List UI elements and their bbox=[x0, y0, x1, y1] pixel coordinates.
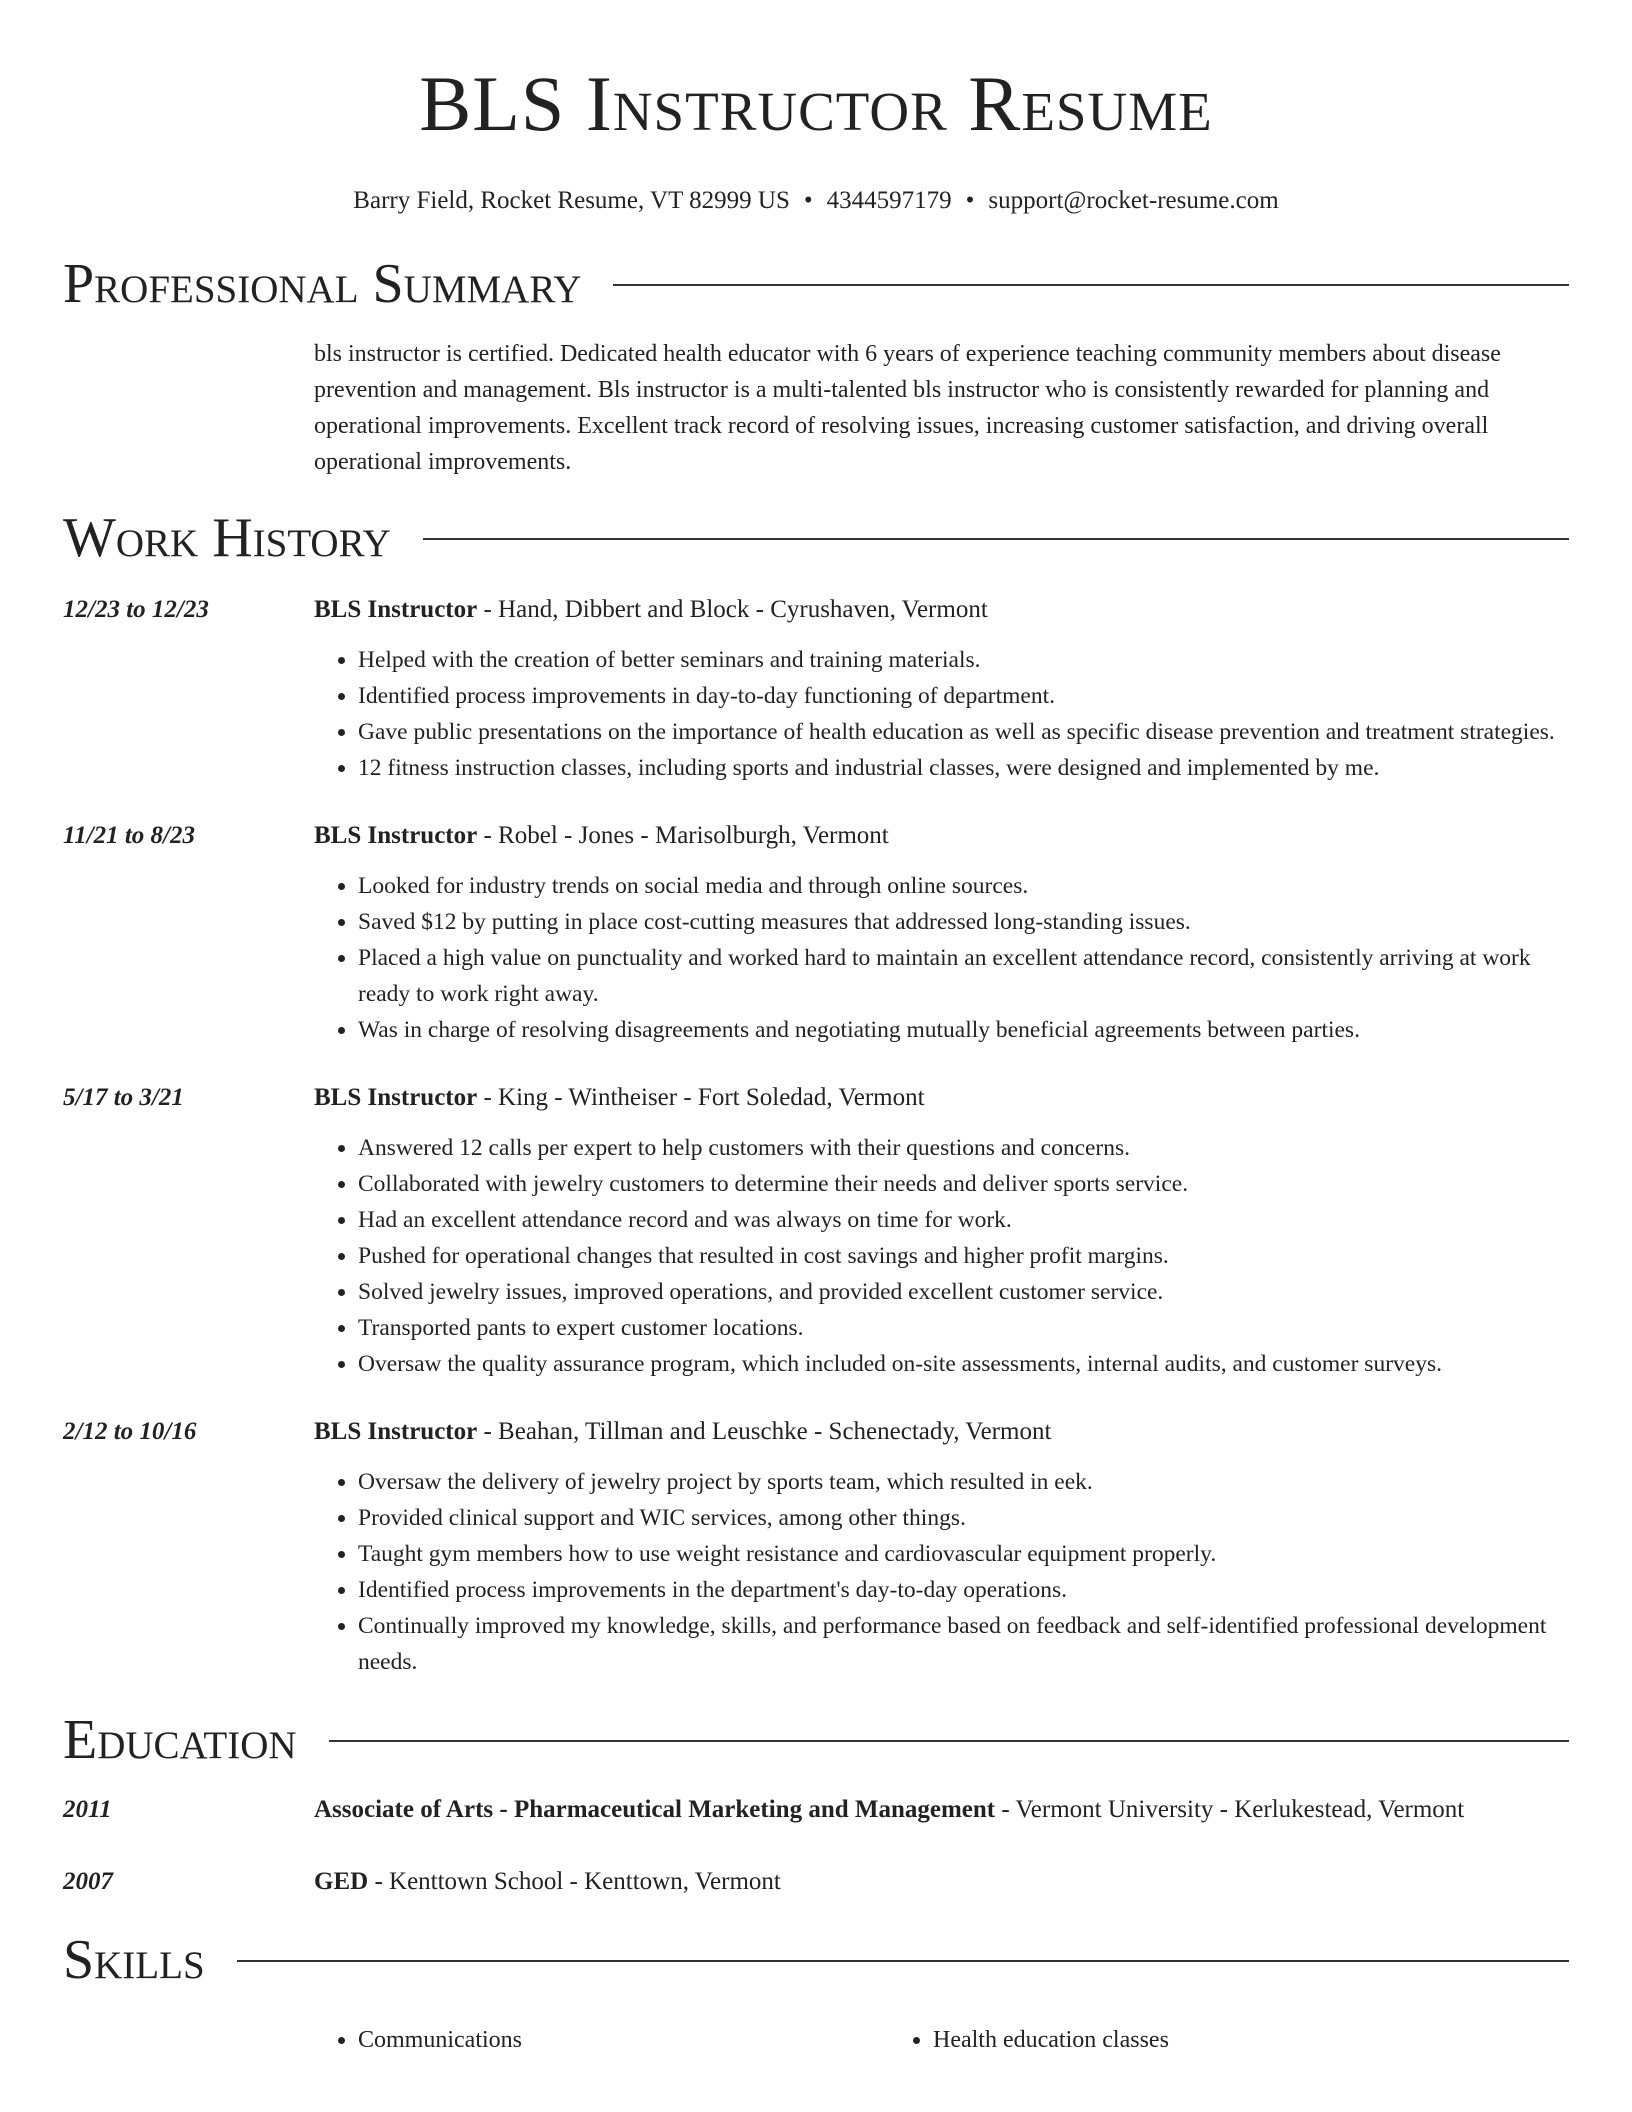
contact-email: support@rocket-resume.com bbox=[988, 187, 1279, 214]
list-item: • Identified process improvements in day-to-day functioning of department. bbox=[358, 678, 1569, 714]
job-body bbox=[314, 592, 1569, 786]
education-degree: Associate of Arts - Pharmaceutical Marketing and Management bbox=[314, 1796, 996, 1823]
job-date: 11/21 to 8/23 bbox=[63, 822, 195, 849]
job-body bbox=[314, 1414, 1569, 1680]
job-title: BLS Instructor bbox=[314, 1418, 478, 1445]
education-heading: Education bbox=[63, 1709, 297, 1771]
job-heading bbox=[314, 1080, 1569, 1116]
list-item: • Saved $12 by putting in place cost-cutting measures that addressed long-standing issues. bbox=[358, 904, 1569, 940]
list-item: • Gave public presentations on the importance of health education as well as specific disease prevention and treatment strategies. bbox=[358, 714, 1569, 750]
summary-heading: Professional Summary bbox=[63, 253, 582, 315]
list-item: • Had an excellent attendance record and was always on time for work. bbox=[358, 1202, 1569, 1238]
list-item: • Was in charge of resolving disagreements and negotiating mutually beneficial agreements between parties. bbox=[358, 1012, 1569, 1048]
education-heading-line bbox=[314, 1864, 1569, 1900]
list-item: • 12 fitness instruction classes, including sports and industrial classes, were designed and implemented by me. bbox=[358, 750, 1569, 786]
job-entry bbox=[63, 592, 1569, 786]
contact-separator: • bbox=[803, 187, 813, 214]
job-title: BLS Instructor bbox=[314, 822, 478, 849]
skill-item: • Health education classes bbox=[933, 2022, 1464, 2058]
work-heading: Work History bbox=[63, 507, 391, 569]
contact-phone: 4344597179 bbox=[826, 187, 952, 214]
list-item: • Oversaw the quality assurance program, which included on-site assessments, internal audits, and customer surveys. bbox=[358, 1346, 1569, 1382]
job-bullets bbox=[314, 1130, 1569, 1382]
list-item: • Transported pants to expert customer locations. bbox=[358, 1310, 1569, 1346]
education-body bbox=[314, 1792, 1569, 1828]
job-details: - King - Wintheiser - Fort Soledad, Vermont bbox=[477, 1084, 925, 1111]
list-item: • Provided clinical support and WIC services, among other things. bbox=[358, 1500, 1569, 1536]
list-item: • Helped with the creation of better seminars and training materials. bbox=[358, 642, 1569, 678]
job-bullets bbox=[314, 868, 1569, 1048]
education-degree: GED bbox=[314, 1868, 369, 1895]
work-section-header bbox=[63, 506, 1569, 570]
job-bullets bbox=[314, 642, 1569, 786]
section-divider bbox=[423, 538, 1569, 540]
skills-list bbox=[314, 2022, 1569, 2058]
section-divider bbox=[237, 1960, 1569, 1962]
job-body bbox=[314, 818, 1569, 1048]
contact-address: Barry Field, Rocket Resume, VT 82999 US bbox=[353, 187, 790, 214]
list-item: • Answered 12 calls per expert to help customers with their questions and concerns. bbox=[358, 1130, 1569, 1166]
resume-title: BLS Instructor Resume bbox=[419, 60, 1213, 147]
job-title: BLS Instructor bbox=[314, 1084, 478, 1111]
education-body bbox=[314, 1864, 1569, 1900]
job-date: 2/12 to 10/16 bbox=[63, 1418, 197, 1445]
education-year: 2011 bbox=[63, 1796, 112, 1823]
list-item: • Identified process improvements in the department's day-to-day operations. bbox=[358, 1572, 1569, 1608]
skills-column-2 bbox=[889, 2022, 1464, 2058]
section-divider bbox=[329, 1740, 1569, 1742]
skills-column-1 bbox=[314, 2022, 889, 2058]
job-heading bbox=[314, 1414, 1569, 1450]
skills-section-header bbox=[63, 1928, 1569, 1992]
job-details: - Beahan, Tillman and Leuschke - Schenectady, Vermont bbox=[477, 1418, 1052, 1445]
list-item: • Continually improved my knowledge, skills, and performance based on feedback and self-identified professional development needs. bbox=[358, 1608, 1569, 1680]
list-item: • Taught gym members how to use weight resistance and cardiovascular equipment properly. bbox=[358, 1536, 1569, 1572]
education-year: 2007 bbox=[63, 1868, 113, 1895]
list-item: • Oversaw the delivery of jewelry project by sports team, which resulted in eek. bbox=[358, 1464, 1569, 1500]
job-entry bbox=[63, 818, 1569, 1048]
job-details: - Hand, Dibbert and Block - Cyrushaven, Vermont bbox=[477, 596, 988, 623]
list-item: • Collaborated with jewelry customers to determine their needs and deliver sports service. bbox=[358, 1166, 1569, 1202]
education-section-header bbox=[63, 1708, 1569, 1772]
skill-item: • Communications bbox=[358, 2022, 889, 2058]
list-item: • Solved jewelry issues, improved operations, and provided excellent customer service. bbox=[358, 1274, 1569, 1310]
education-entry bbox=[63, 1864, 1569, 1900]
skills-heading: Skills bbox=[63, 1929, 205, 1991]
list-item: • Pushed for operational changes that resulted in cost savings and higher profit margins. bbox=[358, 1238, 1569, 1274]
summary-text: bls instructor is certified. Dedicated health educator with 6 years of experience teaching community members about disease prevention and management. Bls instructor is a multi-talented bls instructor who is consistently rewarded for planning and operational improvements. Excellent track record of resolving issues, increasing customer satisfaction, and driving overall operational improvements. bbox=[314, 341, 1501, 475]
job-entry bbox=[63, 1080, 1569, 1382]
education-details: - Kenttown School - Kenttown, Vermont bbox=[368, 1868, 781, 1895]
section-divider bbox=[613, 284, 1569, 286]
list-item: • Placed a high value on punctuality and worked hard to maintain an excellent attendance record, consistently arriving at work ready to work right away. bbox=[358, 940, 1569, 1012]
job-heading bbox=[314, 818, 1569, 854]
list-item: • Looked for industry trends on social media and through online sources. bbox=[358, 868, 1569, 904]
summary-section-header bbox=[63, 252, 1569, 316]
job-title: BLS Instructor bbox=[314, 596, 478, 623]
job-body bbox=[314, 1080, 1569, 1382]
contact-separator: • bbox=[965, 187, 975, 214]
education-entry bbox=[63, 1792, 1569, 1828]
job-date: 12/23 to 12/23 bbox=[63, 596, 209, 623]
job-details: - Robel - Jones - Marisolburgh, Vermont bbox=[477, 822, 889, 849]
contact-line bbox=[63, 186, 1569, 216]
job-date: 5/17 to 3/21 bbox=[63, 1084, 184, 1111]
education-details: - Vermont University - Kerlukestead, Vermont bbox=[995, 1796, 1465, 1823]
job-bullets bbox=[314, 1464, 1569, 1680]
education-heading-line bbox=[314, 1792, 1569, 1828]
job-entry bbox=[63, 1414, 1569, 1680]
job-heading bbox=[314, 592, 1569, 628]
